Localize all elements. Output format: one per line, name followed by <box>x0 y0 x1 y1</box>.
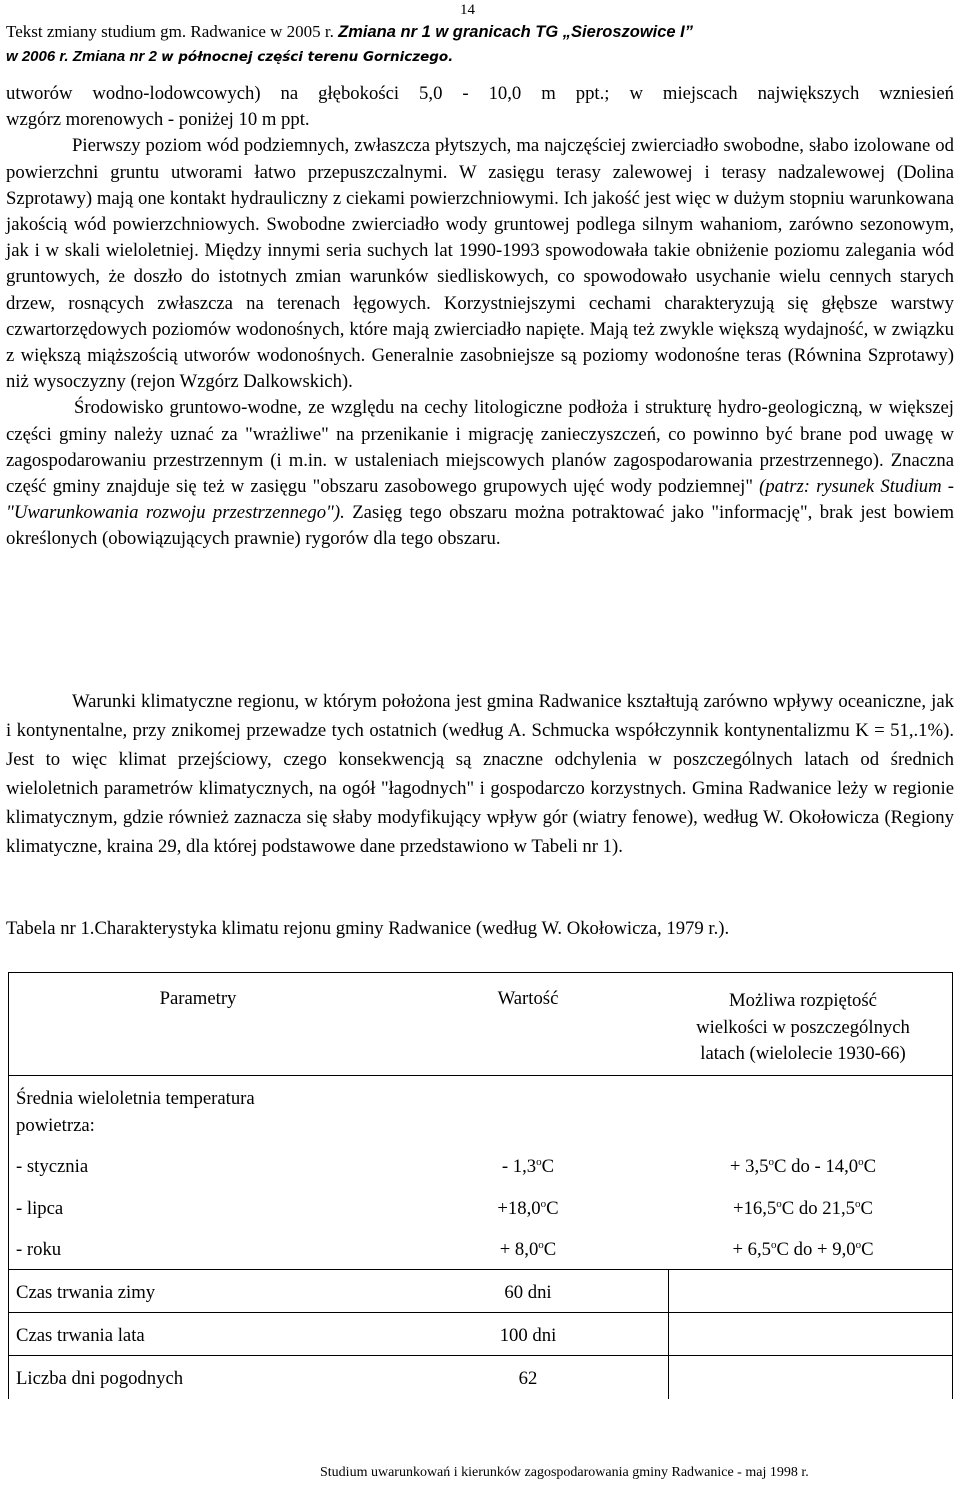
header-rozpietosc-line: wielkości w poszczególnych <box>696 1016 910 1038</box>
paragraph-line: utworów wodno-lodowcowych) na głębokości 5,0 - 10,0 m ppt.; w miejscach największych wzniesień <box>6 83 954 104</box>
temperature-label <box>16 1086 255 1139</box>
degree-sign: o <box>854 1198 861 1210</box>
paragraph-line: wzgórz morenowych - poniżej 10 m ppt. <box>6 109 310 131</box>
table-column-divider <box>668 1269 669 1399</box>
temp-row-range <box>658 1239 948 1261</box>
range-mid: C do - 14,0 <box>774 1156 859 1177</box>
page-number: 14 <box>460 2 475 18</box>
climate-table <box>8 972 953 1399</box>
table-border-right <box>952 972 953 1399</box>
table-border-top <box>8 972 953 973</box>
temp-row-label: - stycznia <box>16 1156 89 1177</box>
paragraph-italic-reference: (patrz: rysunek Studium - "Uwarunkowania rozwoju przestrzennego"). <box>6 476 954 524</box>
temperature-label-line: Średnia wieloletnia temperatura <box>16 1088 255 1109</box>
temp-row-value <box>448 1198 608 1220</box>
paragraph-text: Pierwszy poziom wód podziemnych, zwłaszcza płytszych, ma najczęściej zwierciadło swobodne, słabo izolowane od powierzchni gruntu utworami łatwo przepuszczalnymi. W zasięgu terasy zalewowej i terasy nadzalewowej (Dolina Szprotawy) mają one kontakt hydrauliczny z ciekami powierzchniowymi. Ich jakość jest więc w dużym stopniu warunkowana jakością wód powierzchniowych. Swobodne zwierciadło wody gruntowej podlega silnym wahaniom, zarówno sezonowym, jak i w skali wieloletniej. Między innymi seria suchych lat 1990-1993 spowodowała takie obniżenie poziomu zalegania wód gruntowych, że doszło do istotnych zmian warunków siedliskowych, co spowodowało usychanie wielu cennych starych drzew, rosnących zwłaszcza na terenach łęgowych. Korzystniejszymi cechami charakteryzują się głębsze warstwy czwartorzędowych poziomów wodonośnych, które mają zwierciadło napięte. Mają też zwykle większą wydajność, w związku z większą miąższością utworów wodonośnych. Generalnie zasobniejsze są poziomy wodonośne teras (Równina Szprotawy) niż wysoczyzny (rejon Wzgórz Dalkowskich). <box>6 135 954 393</box>
degree-sign: o <box>768 1156 774 1168</box>
table-row-divider <box>8 1355 953 1356</box>
value-number: +18,0 <box>497 1198 541 1219</box>
row-value: 62 <box>518 1368 538 1389</box>
paragraph-text: Warunki klimatyczne regionu, w którym położona jest gmina Radwanice kształtują zarówno wpływy oceaniczne, jak i kontynentalne, przy znikomej przewadze tych ostatnich (według A. Schmucka współczynnik kontynentalizmu K = 51,.1%). Jest to więc klimat przejściowy, czego konsekwencją są znaczne odchylenia w poszczególnych latach od średnich wieloletnich parametrów klimatycznych, na ogół "łagodnych" i gospodarczo korzystnych. Gmina Radwanice leży w regionie klimatycznym, gdzie również zaznacza się słaby modyfikujący wpływ gór (wiatry fenowe), według W. Okołowicza (Regiony klimatyczne, kraina 29, dla której podstawowe dane przedstawiono w Tabeli nr 1). <box>6 691 954 857</box>
header-plain-text: Tekst zmiany studium gm. Radwanice w 2005 r. <box>6 22 339 41</box>
range-mid: C do + 9,0 <box>776 1239 856 1260</box>
header-wartosc: Wartość <box>497 988 559 1009</box>
value-number: - 1,3 <box>501 1156 537 1177</box>
page-footer: Studium uwarunkowań i kierunków zagospodarowania gminy Radwanice - maj 1998 r. <box>320 1465 809 1480</box>
temp-row-range <box>658 1156 948 1178</box>
row-label: Czas trwania zimy <box>16 1282 156 1303</box>
degree-sign: o <box>540 1198 547 1210</box>
degree-sign: o <box>536 1156 542 1168</box>
range-start: + 3,5 <box>729 1156 769 1177</box>
temp-row-value <box>448 1239 608 1261</box>
temp-row-label: - lipca <box>16 1198 64 1219</box>
degree-sign: o <box>855 1239 862 1251</box>
header-rozpietosc-line: latach (wielolecie 1930-66) <box>700 1043 906 1064</box>
table-row-divider <box>8 1312 953 1313</box>
value-unit: C <box>546 1198 559 1219</box>
paragraph-groundwater <box>6 81 954 553</box>
value-number: + 8,0 <box>499 1239 539 1260</box>
table-caption: Tabela nr 1.Charakterystyka klimatu rejonu gminy Radwanice (według W. Okołowicza, 1979 r.). <box>6 918 730 939</box>
range-start: + 6,5 <box>732 1239 772 1260</box>
paragraph-span: Zasięg tego obszaru można potraktować jako "informację", brak jest bowiem określonych (obowiązujących prawnie) rygorów dla tego obszaru. <box>6 502 954 550</box>
paragraph-span: Środowisko gruntowo-wodne, ze względu na cechy litologiczne podłoża i strukturę hydro-geologiczną, w większej części gminy należy uznać za "wrażliwe" na przenikanie i migrację zanieczyszczeń, co powinno być brane pod uwagę w zagospodarowaniu przestrzennym (i m.in. w ustaleniach miejscowych planów zagospodarowania przestrzennego). Znaczna część gminy znajduje się też w zasięgu "obszaru zasobowego grupowych ujęć wody podziemnej" <box>6 397 954 498</box>
value-unit: C <box>541 1156 555 1177</box>
row-label: Czas trwania lata <box>16 1325 145 1346</box>
temperature-label-line: powietrza: <box>16 1114 95 1136</box>
document-header-line1 <box>6 22 693 42</box>
degree-sign: o <box>538 1239 544 1251</box>
header-rozpietosc-line: Możliwa rozpiętość <box>729 990 877 1011</box>
header-italic-text: Zmiana nr 1 w granicach TG „Sieroszowice I” <box>338 23 694 41</box>
range-start: +16,5 <box>733 1198 777 1219</box>
header-line2-a: w 2006 r. Zmiana nr 2 <box>6 48 162 65</box>
header-line2-b: w północnej części terenu Gorniczego. <box>161 49 454 65</box>
range-unit: C <box>863 1156 877 1177</box>
table-border-left <box>8 972 9 1399</box>
header-rozpietosc <box>658 988 948 1068</box>
header-parametry: Parametry <box>159 988 237 1009</box>
temp-row-label: - roku <box>16 1239 62 1260</box>
table-row-divider <box>8 1269 953 1270</box>
paragraph-environment <box>6 395 954 552</box>
range-mid: C do 21,5 <box>781 1198 855 1219</box>
row-label: Liczba dni pogodnych <box>16 1368 184 1389</box>
range-unit: C <box>861 1239 874 1260</box>
paragraph-climate <box>6 688 954 861</box>
degree-sign: o <box>776 1198 782 1210</box>
range-unit: C <box>860 1198 873 1219</box>
temp-row-value <box>448 1156 608 1178</box>
table-row-divider <box>8 1075 953 1076</box>
row-value: 100 dni <box>499 1325 557 1346</box>
row-value: 60 dni <box>504 1282 552 1303</box>
temp-row-range <box>658 1198 948 1220</box>
document-header-line2 <box>6 48 453 65</box>
degree-sign: o <box>858 1156 864 1168</box>
value-unit: C <box>543 1239 557 1260</box>
degree-sign: o <box>771 1239 777 1251</box>
